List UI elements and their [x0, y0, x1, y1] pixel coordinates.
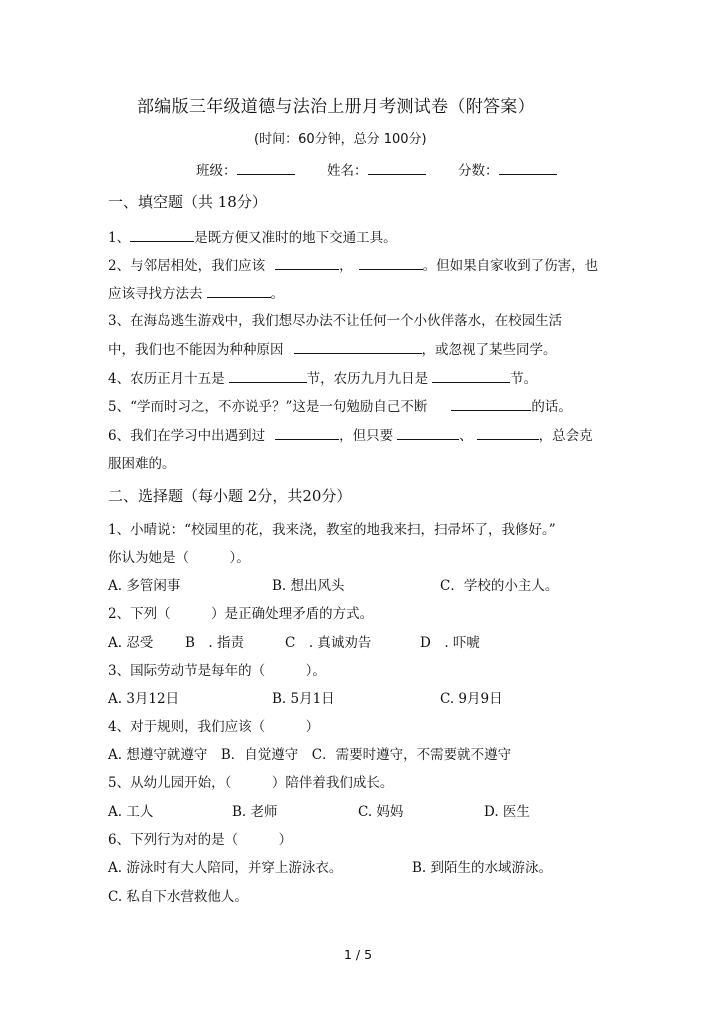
s2-question-1: 1、小晴说：“校园里的花，我来浇，教室的地我来扫，扫帚坏了，我修好。” — [108, 522, 556, 538]
s2-q1-option-c[interactable]: C．学校的小主人。 — [440, 578, 559, 594]
exam-subtitle: (时间：60分钟，总分 100分) — [254, 132, 427, 147]
name-blank[interactable] — [368, 161, 426, 175]
score-label: 分数： — [458, 163, 499, 179]
s2-q3-option-b[interactable]: B. 5月1日 — [272, 691, 335, 707]
s1-question-6: 6、我们在学习中出遇到过 ，但只要 、 ，总会克 — [108, 428, 593, 444]
s2-q5-option-d[interactable]: D. 医生 — [484, 804, 530, 820]
s1-question-3-cont: 中，我们也不能因为种种原因 ，或忽视了某些同学。 — [108, 342, 557, 358]
s1-q6-blank-3[interactable] — [477, 426, 539, 440]
s1-question-3: 3、在海岛逃生游戏中，我们想尽办法不让任何一个小伙伴落水，在校园生活 — [108, 313, 563, 329]
s1-q1-blank[interactable] — [130, 228, 194, 242]
s1-q2-blank-1[interactable] — [275, 256, 339, 270]
s2-q4-options[interactable]: A. 想遵守就遵守 B．自觉遵守 C．需要时遵守，不需要就不遵守 — [108, 747, 512, 763]
exam-title: 部编版三年级道德与法治上册月考测试卷（附答案） — [137, 97, 535, 117]
class-blank[interactable] — [237, 161, 295, 175]
s2-q3-option-a[interactable]: A. 3月12日 — [108, 691, 180, 707]
s2-question-2: 2、下列（ ）是正确处理矛盾的方式。 — [108, 606, 374, 622]
s2-q1-option-a[interactable]: A. 多管闲事 — [108, 578, 181, 594]
s1-question-2: 2、与邻居相处，我们应该 ， 。但如果自家收到了伤害，也 — [108, 258, 599, 274]
s1-q5-blank[interactable] — [451, 397, 531, 411]
s2-q3-option-c[interactable]: C. 9月9日 — [440, 691, 503, 707]
s1-question-1: 1、 是既方便又准时的地下交通工具。 — [108, 230, 397, 246]
name-field — [327, 161, 426, 180]
s2-question-1-cont: 你认为她是（ ）。 — [108, 550, 250, 566]
name-label: 姓名： — [327, 163, 368, 179]
s2-q1-option-b[interactable]: B. 想出风头 — [272, 578, 345, 594]
s2-q2-option-a[interactable]: A. 忍受 — [108, 635, 154, 651]
s1-question-2-cont: 应该寻找方法去 。 — [108, 286, 284, 302]
s1-q2-blank-3[interactable] — [207, 284, 271, 298]
score-field — [458, 161, 557, 180]
s2-question-6: 6、下列行为对的是（ ） — [108, 832, 293, 848]
s2-q6-option-c[interactable]: C. 私自下水营救他人。 — [108, 889, 248, 905]
score-blank[interactable] — [499, 161, 557, 175]
s2-q2-option-c[interactable]: C . 真诚劝告 — [285, 635, 372, 651]
s2-q2-option-d[interactable]: D . 吓唬 — [420, 635, 480, 651]
s1-question-6-cont: 服困难的。 — [108, 456, 176, 472]
s2-question-4: 4、对于规则，我们应该（ ） — [108, 719, 320, 735]
s1-q6-blank-2[interactable] — [397, 426, 459, 440]
s2-q6-option-b[interactable]: B. 到陌生的水域游泳。 — [412, 860, 553, 876]
class-field — [196, 161, 295, 180]
s1-question-5: 5、“学而时习之，不亦说乎？”这是一句勉励自己不断 的话。 — [108, 399, 572, 415]
section2-heading: 二、选择题（每小题 2分，共20分） — [108, 487, 352, 505]
s2-q5-option-b[interactable]: B. 老师 — [232, 804, 278, 820]
s1-q4-blank-2[interactable] — [432, 369, 510, 383]
section1-heading: 一、填空题（共 18分） — [108, 193, 267, 211]
s2-q6-option-a[interactable]: A. 游泳时有大人陪同，并穿上游泳衣。 — [108, 860, 343, 876]
s2-question-3: 3、国际劳动节是每年的（ ）。 — [108, 663, 326, 679]
class-label: 班级： — [196, 163, 237, 179]
s1-q3-blank[interactable] — [294, 340, 422, 354]
page-number: 1 / 5 — [344, 947, 373, 962]
s2-question-5: 5、从幼儿园开始，（ ）陪伴着我们成长。 — [108, 775, 394, 791]
s1-q4-blank-1[interactable] — [229, 369, 307, 383]
s2-q5-option-a[interactable]: A. 工人 — [108, 804, 154, 820]
s2-q5-option-c[interactable]: C. 妈妈 — [358, 804, 404, 820]
s1-question-4: 4、农历正月十五是 节，农历九月九日是 节。 — [108, 371, 538, 387]
s1-q6-blank-1[interactable] — [275, 426, 339, 440]
s2-q2-option-b[interactable]: B . 指责 — [185, 635, 245, 651]
s1-q2-blank-2[interactable] — [359, 256, 423, 270]
